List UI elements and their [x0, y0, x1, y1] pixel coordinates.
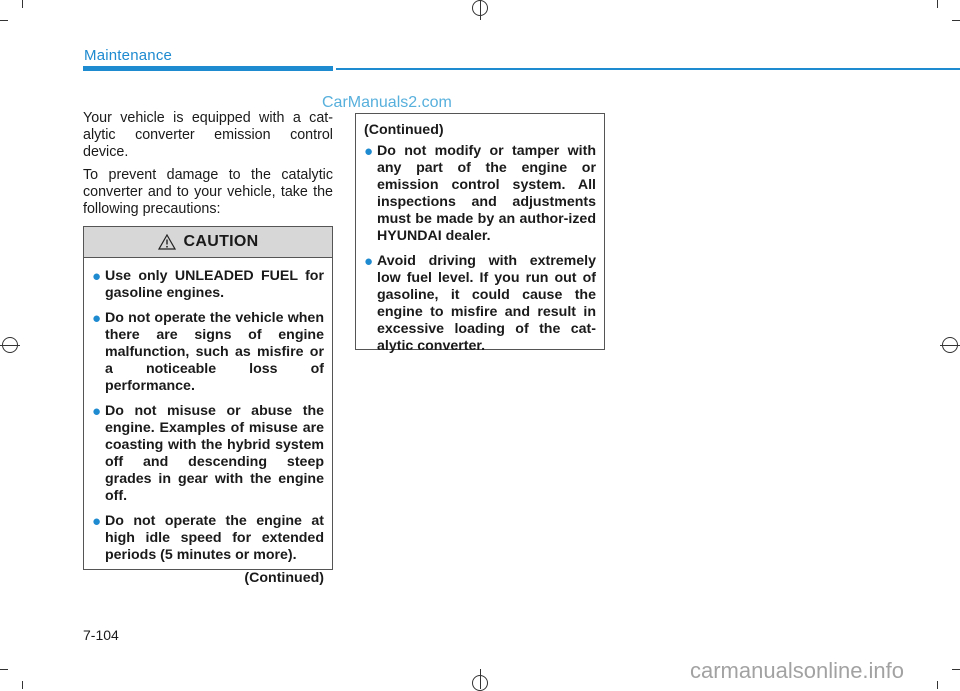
intro-paragraph: Your vehicle is equipped with a cat-alytic converter emission control device.: [83, 110, 333, 160]
caution-list: [364, 143, 596, 355]
bullet-icon: ●: [364, 143, 374, 160]
list-item: ● Use only UNLEADED FUEL for gasoline engines.: [92, 268, 324, 301]
crop-mark: [22, 0, 23, 8]
crop-mark: [952, 669, 960, 670]
continued-label: (Continued): [244, 570, 324, 586]
section-title: Maintenance: [84, 47, 173, 64]
crop-mark: [952, 20, 960, 21]
list-item: ● Do not operate the engine at high idle speed for extended periods (5 minutes or more).: [92, 513, 324, 563]
bullet-icon: ●: [92, 403, 102, 420]
list-item: ● Avoid driving with extremely low fuel level. If you run out of gasoline, it could cause the engine to misfire and result in excessive loading of the cat-alytic converter.: [364, 253, 596, 354]
bullet-icon: ●: [92, 310, 102, 327]
caution-list: [84, 258, 332, 564]
caution-box: [83, 226, 333, 586]
crop-mark: [0, 669, 8, 670]
bullet-icon: ●: [92, 268, 102, 285]
crop-mark: [22, 681, 23, 689]
watermark: carmanualsonline.info: [690, 658, 905, 683]
list-item: ● Do not modify or tamper with any part of the engine or emission control system. All inspections and adjustments must be made by an author-ized HYUNDAI dealer.: [364, 143, 596, 244]
registration-mark-left: [0, 345, 20, 346]
intro-text: [83, 110, 333, 224]
caution-header: [84, 227, 332, 258]
registration-mark-top: [480, 0, 481, 20]
header-rule-thick: [83, 66, 333, 71]
registration-mark-bottom: [480, 669, 481, 689]
bullet-icon: ●: [92, 513, 102, 530]
continued-label: (Continued): [364, 122, 444, 138]
crop-mark: [0, 20, 8, 21]
watermark: CarManuals2.com: [322, 94, 452, 111]
list-item: ● Do not operate the vehicle when there are signs of engine malfunction, such as misfire or a noticeable loss of performance.: [92, 310, 324, 394]
registration-mark-right: [940, 345, 960, 346]
page-number: 7-104: [83, 627, 119, 643]
header-rule-thin: [336, 68, 960, 70]
crop-mark: [937, 681, 938, 689]
continued-caution-box: [355, 113, 605, 354]
intro-paragraph: To prevent damage to the catalytic converter and to your vehicle, take the following precautions:: [83, 167, 333, 217]
warning-triangle-icon: [158, 234, 176, 250]
bullet-icon: ●: [364, 253, 374, 270]
caution-title: CAUTION: [183, 233, 259, 250]
list-item: ● Do not misuse or abuse the engine. Examples of misuse are coasting with the hybrid system off and descending steep grades in gear with the engine off.: [92, 403, 324, 504]
crop-mark: [937, 0, 938, 8]
